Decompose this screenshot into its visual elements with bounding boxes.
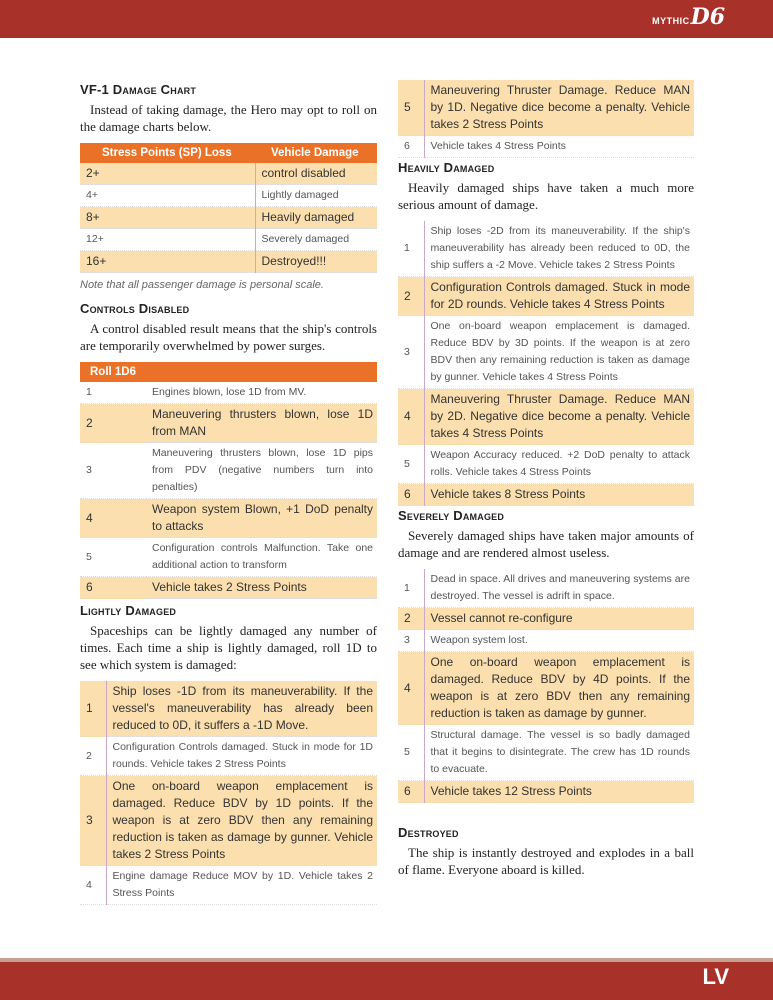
table-cell: One on-board weapon emplacement is damaged. Reduce BDV by 1D points. If the weapon is at zero BDV then any remaining reduction is taken as damage by gunner. Vehicle takes 2 Stress Points: [106, 776, 377, 866]
roll-number: 1: [80, 382, 146, 404]
roll-number: 5: [398, 445, 424, 484]
heavily-damaged-table: [398, 221, 694, 506]
table-row: [80, 499, 377, 538]
footer-bar: [0, 962, 773, 1000]
logo-mark: D6: [690, 4, 725, 30]
roll-number: 2: [80, 737, 106, 776]
passenger-damage-note: Note that all passenger damage is personal scale.: [80, 279, 324, 291]
roll-1d6-header: Roll 1D6: [80, 362, 377, 382]
table-cell: Dead in space. All drives and maneuvering systems are destroyed. The vessel is adrift in space.: [424, 569, 694, 608]
roll-number: 4: [80, 866, 106, 905]
table-cell: Vehicle takes 12 Stress Points: [424, 781, 694, 803]
destroyed-text: The ship is instantly destroyed and explodes in a ball of flame. Everyone aboard is killed.: [398, 845, 694, 877]
table-cell: Weapon system lost.: [424, 630, 694, 652]
table-cell: 4+: [80, 185, 255, 207]
severely-damaged-table: [398, 569, 694, 803]
table-cell: Configuration Controls damaged. Stuck in mode for 1D rounds. Vehicle takes 2 Stress Points: [106, 737, 377, 776]
lightly-damaged-table: [80, 681, 377, 905]
roll-number: 2: [80, 404, 146, 443]
roll-number: 4: [80, 499, 146, 538]
table-cell: Weapon Accuracy reduced. +2 DoD penalty to attack rolls. Vehicle takes 4 Stress Points: [424, 445, 694, 484]
table-header-row: [80, 143, 377, 163]
table-cell: Weapon system Blown, +1 DoD penalty to attacks: [146, 499, 377, 538]
roll-number: 3: [398, 316, 424, 389]
table-row: [80, 538, 377, 577]
table-cell: Engine damage Reduce MOV by 1D. Vehicle takes 2 Stress Points: [106, 866, 377, 905]
roll-number: 1: [398, 221, 424, 277]
table-row: [398, 652, 694, 725]
roll-number: 6: [398, 781, 424, 803]
page-number: LV: [702, 964, 729, 989]
stress-points-table: [80, 143, 377, 273]
heavily-damaged-intro: Heavily damaged ships have taken a much more serious amount of damage.: [398, 180, 694, 212]
table-row: [398, 316, 694, 389]
table-cell: 2+: [80, 163, 255, 185]
controls-disabled-table: [80, 362, 377, 599]
table-cell: Destroyed!!!: [255, 251, 377, 273]
header-bar: [0, 0, 773, 38]
roll-number: 5: [398, 725, 424, 781]
table-cell: Configuration controls Malfunction. Take one additional action to transform: [146, 538, 377, 577]
table-row: [398, 630, 694, 652]
mythic-d6-logo: [652, 4, 725, 30]
table-row: [80, 229, 377, 251]
vf1-intro: Instead of taking damage, the Hero may opt to roll on the damage charts below.: [80, 102, 377, 134]
table-row: [80, 404, 377, 443]
table-row: [80, 251, 377, 273]
roll-number: 4: [398, 389, 424, 445]
vf1-damage-chart-heading: VF-1 Damage Chart: [80, 82, 197, 97]
roll-number: 2: [398, 277, 424, 316]
lightly-damaged-table-continued: [398, 80, 694, 158]
controls-disabled-heading: Controls Disabled: [80, 301, 190, 316]
table-row: [80, 185, 377, 207]
table-cell: Lightly damaged: [255, 185, 377, 207]
table-cell: Engines blown, lose 1D from MV.: [146, 382, 377, 404]
table-row: [398, 277, 694, 316]
roll-number: 5: [398, 80, 424, 136]
table-row: [80, 681, 377, 737]
table-cell: One on-board weapon emplacement is damaged. Reduce BDV by 3D points. If the weapon is at zero BDV then any remaining reduction is taken as damage by gunner. Vehicle takes 4 Stress Points: [424, 316, 694, 389]
table-row: [398, 389, 694, 445]
table-cell: Severely damaged: [255, 229, 377, 251]
roll-number: 1: [80, 681, 106, 737]
lightly-damaged-heading: Lightly Damaged: [80, 603, 177, 618]
table-cell: One on-board weapon emplacement is damaged. Reduce BDV by 4D points. If the weapon is at zero BDV then any remaining reduction is taken as damage by gunner.: [424, 652, 694, 725]
table-row: [398, 80, 694, 136]
table-row: [80, 382, 377, 404]
heavily-damaged-heading: Heavily Damaged: [398, 160, 495, 175]
roll-number: 6: [80, 577, 146, 599]
table-row: [398, 569, 694, 608]
controls-disabled-intro: A control disabled result means that the ship's controls are temporarily overwhelmed by power surges.: [80, 321, 377, 353]
table-cell: 12+: [80, 229, 255, 251]
table-cell: Structural damage. The vessel is so badly damaged that it begins to disintegrate. The crew has 1D rounds to evacuate.: [424, 725, 694, 781]
table-cell: control disabled: [255, 163, 377, 185]
logo-text: MYTHIC: [652, 16, 690, 26]
roll-number: 5: [80, 538, 146, 577]
table-cell: 16+: [80, 251, 255, 273]
table-row: [80, 443, 377, 499]
table-header-row: [80, 362, 377, 382]
destroyed-heading: Destroyed: [398, 825, 459, 840]
right-column: [398, 80, 694, 886]
table-row: [398, 445, 694, 484]
table-row: [398, 725, 694, 781]
col-header-sp-loss: Stress Points (SP) Loss: [80, 143, 255, 163]
table-row: [80, 577, 377, 599]
table-row: [398, 781, 694, 803]
roll-number: 6: [398, 484, 424, 506]
table-row: [80, 866, 377, 905]
table-row: [398, 608, 694, 630]
roll-number: 4: [398, 652, 424, 725]
roll-number: 3: [398, 630, 424, 652]
table-row: [80, 776, 377, 866]
table-row: [398, 484, 694, 506]
table-cell: Vessel cannot re-configure: [424, 608, 694, 630]
table-row: [398, 221, 694, 277]
table-row: [80, 737, 377, 776]
table-row: [398, 136, 694, 158]
roll-number: 1: [398, 569, 424, 608]
table-row: [80, 163, 377, 185]
table-cell: Maneuvering thrusters blown, lose 1D pips from PDV (negative numbers turn into penalties): [146, 443, 377, 499]
table-cell: Vehicle takes 4 Stress Points: [424, 136, 694, 158]
severely-damaged-intro: Severely damaged ships have taken major amounts of damage and are rendered almost useless.: [398, 528, 694, 560]
table-cell: Configuration Controls damaged. Stuck in mode for 2D rounds. Vehicle takes 4 Stress Points: [424, 277, 694, 316]
lightly-damaged-intro: Spaceships can be lightly damaged any number of times. Each time a ship is lightly damaged, roll 1D to see which system is damaged:: [80, 623, 377, 672]
severely-damaged-heading: Severely Damaged: [398, 508, 505, 523]
table-row: [80, 207, 377, 229]
table-cell: Maneuvering Thruster Damage. Reduce MAN by 2D. Negative dice become a penalty. Vehicle takes 4 Stress Points: [424, 389, 694, 445]
table-cell: Ship loses -1D from its maneuverability. If the vessel's maneuverability has already been reduced to 0D, it suffers a -1D Move.: [106, 681, 377, 737]
table-cell: Vehicle takes 8 Stress Points: [424, 484, 694, 506]
roll-number: 3: [80, 776, 106, 866]
table-cell: Vehicle takes 2 Stress Points: [146, 577, 377, 599]
roll-number: 3: [80, 443, 146, 499]
roll-number: 6: [398, 136, 424, 158]
table-cell: Heavily damaged: [255, 207, 377, 229]
table-cell: Maneuvering thrusters blown, lose 1D from MAN: [146, 404, 377, 443]
table-cell: Ship loses -2D from its maneuverability. If the ship's maneuverability has already been reduced to 0D, the ship suffers a -2 Move. Vehicle takes 2 Stress Points: [424, 221, 694, 277]
table-cell: 8+: [80, 207, 255, 229]
roll-number: 2: [398, 608, 424, 630]
table-cell: Maneuvering Thruster Damage. Reduce MAN by 1D. Negative dice become a penalty. Vehicle takes 2 Stress Points: [424, 80, 694, 136]
left-column: [80, 80, 377, 905]
col-header-vehicle-damage: Vehicle Damage: [255, 143, 377, 163]
